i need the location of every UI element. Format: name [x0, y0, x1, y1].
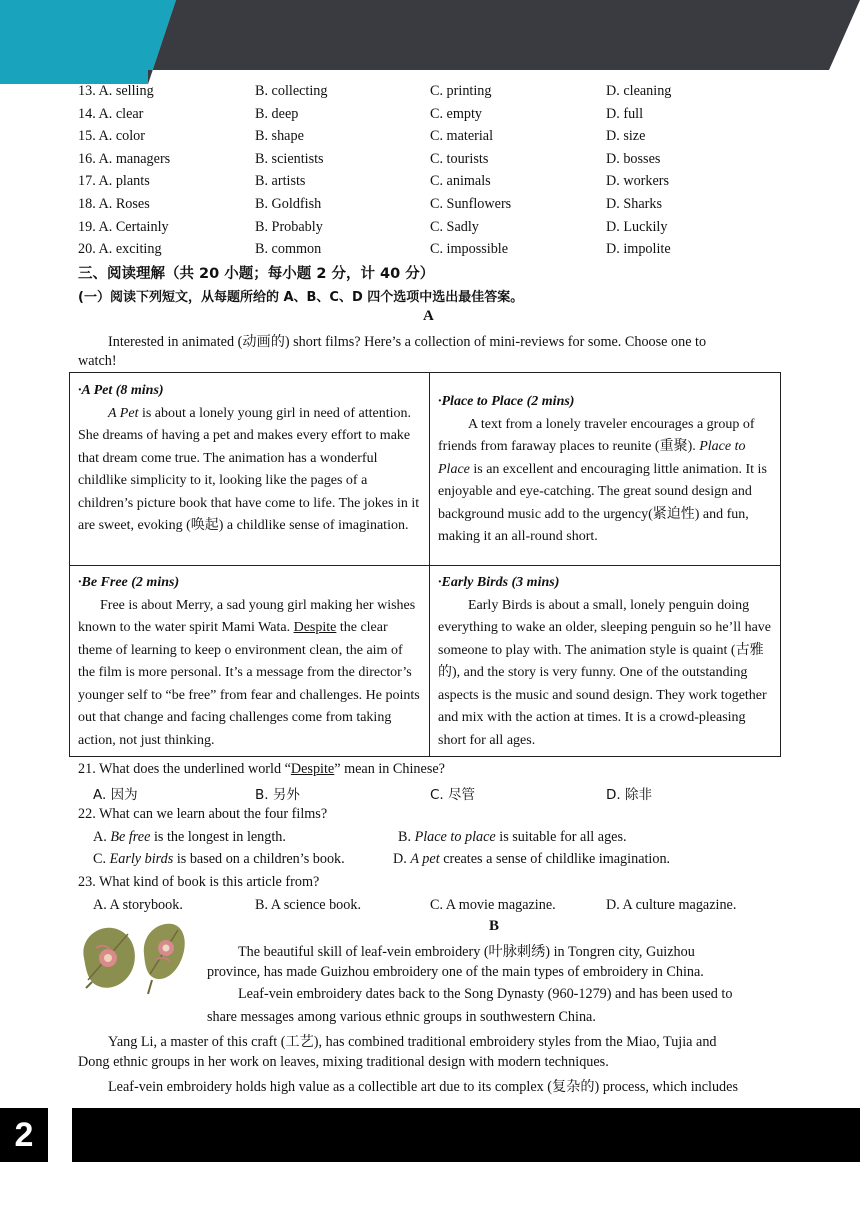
film-cell-early-birds — [430, 566, 782, 756]
option-b: B. Probably — [255, 218, 323, 235]
option-b: B. Goldfish — [255, 196, 322, 212]
option-row — [78, 173, 798, 195]
film-title-be-free: ·Be Free (2 mins) — [78, 575, 180, 590]
option-d: D. cleaning — [606, 83, 672, 99]
option-row — [78, 241, 798, 263]
passage-b-p1-line2: province, has made Guizhou embroidery one of the main types of embroidery in China. — [207, 964, 704, 980]
film-review-text: A text from a lonely traveler encourages a group of friends from faraway places to reunite (重聚). — [438, 416, 755, 454]
section-instruction: (一）阅读下列短文，从每题所给的 A、B、C、D 四个选项中选出最佳答案。 — [78, 290, 524, 305]
option-n: 16. A. managers — [78, 150, 171, 167]
option-b: B. scientists — [255, 150, 324, 167]
leaf-left — [83, 928, 135, 988]
passage-b-p3-line1: Yang Li, a master of this craft (工艺), has combined traditional embroidery styles from the Miao, Tujia and — [108, 1034, 717, 1050]
film-title-early-birds: ·Early Birds (3 mins) — [438, 575, 560, 590]
question-23: 23. What kind of book is this article from? — [78, 874, 320, 890]
option-row — [78, 106, 798, 128]
q21-option-d: D. 除非 — [606, 787, 652, 803]
passage-b-p2-line2: share messages among various ethnic groups in southwestern China. — [207, 1009, 596, 1025]
film-review-early-birds: Early Birds is about a small, lonely penguin doing everything to wake an older, sleeping penguin so he’ll have someone to play with. The animation style is quaint (古雅的), and the story is very funny. One of the outstanding aspects is the music and sound design. They work together and mix with the action at times. It is a crowd-pleasing short for all ages. — [438, 597, 772, 748]
option-c: C. impossible — [430, 241, 509, 258]
film-reviews-table — [69, 372, 781, 757]
q22-option-a: A. Be free is the longest in length. — [93, 829, 286, 845]
option-c: C. material — [430, 128, 494, 145]
option-c: C. animals — [430, 173, 491, 190]
option-n: 19. A. Certainly — [78, 218, 169, 235]
film-name-em: A Pet — [108, 405, 139, 421]
film-review-a-pet — [78, 403, 421, 538]
q23-option-b: B. A science book. — [255, 897, 361, 913]
option-d: D. workers — [606, 173, 670, 190]
passage-a-intro-line2: watch! — [78, 353, 117, 369]
question-22: 22. What can we learn about the four films? — [78, 806, 328, 822]
passage-a-intro-line1: Interested in animated (动画的) short films? Here’s a collection of mini-reviews for some. Choose one to — [108, 334, 707, 350]
leaf-embroidery-image — [78, 920, 190, 996]
section-title: 三、阅读理解（共 20 小题；每小题 2 分，计 40 分） — [78, 266, 435, 282]
option-n: 13. A. selling — [78, 83, 154, 99]
film-cell-a-pet — [70, 373, 429, 565]
option-b: B. deep — [255, 105, 299, 122]
option-row — [78, 196, 798, 218]
option-n: 15. A. color — [78, 128, 145, 145]
underlined-word: Despite — [293, 620, 337, 635]
option-b: B. shape — [255, 128, 304, 145]
option-row — [78, 151, 798, 173]
passage-b-label: B — [489, 918, 500, 934]
question-21: 21. What does the underlined world “Despite” mean in Chinese? — [78, 761, 445, 777]
option-row — [78, 219, 798, 241]
option-n: 20. A. exciting — [78, 241, 162, 258]
option-d: D. impolite — [606, 241, 671, 258]
page-number: 2 — [0, 1108, 48, 1162]
leaf-right — [144, 924, 185, 994]
option-n: 18. A. Roses — [78, 196, 150, 212]
q22-option-d: D. A pet creates a sense of childlike imagination. — [393, 851, 671, 867]
q23-option-d: D. A culture magazine. — [606, 897, 737, 913]
passage-b-p1-line1: The beautiful skill of leaf-vein embroidery (叶脉刺绣) in Tongren city, Guizhou — [238, 944, 695, 960]
film-name-em: Place to Place — [438, 439, 746, 477]
q23-option-c: C. A movie magazine. — [430, 897, 556, 913]
passage-b-p2-line1: Leaf-vein embroidery dates back to the Song Dynasty (960-1279) and has been used to — [238, 986, 733, 1002]
option-n: 14. A. clear — [78, 105, 144, 122]
header-banner — [0, 0, 860, 84]
header-dark-shape — [148, 0, 860, 84]
passage-b-p3-line2: Dong ethnic groups in her work on leaves, mixing traditional design with modern techniques. — [78, 1054, 609, 1070]
option-row — [78, 128, 798, 150]
film-review-be-free — [78, 595, 421, 753]
film-cell-place-to-place — [430, 373, 782, 565]
film-title-a-pet: ·A Pet (8 mins) — [78, 383, 164, 398]
option-c: C. Sadly — [430, 218, 479, 235]
option-d: D. Sharks — [606, 196, 662, 212]
underlined-word: Despite — [290, 761, 335, 777]
option-row — [78, 83, 798, 105]
film-title-place-to-place: ·Place to Place (2 mins) — [438, 394, 575, 409]
option-c: C. tourists — [430, 150, 489, 167]
q22-option-b: B. Place to place is suitable for all ages. — [398, 829, 627, 845]
option-d: D. full — [606, 105, 644, 122]
q22-option-c: C. Early birds is based on a children’s book. — [93, 851, 345, 867]
option-d: D. bosses — [606, 150, 661, 167]
option-b: B. common — [255, 241, 322, 258]
film-cell-be-free — [70, 566, 429, 756]
q23-option-a: A. A storybook. — [93, 897, 183, 913]
passage-b-p4-line1: Leaf-vein embroidery holds high value as a collectible art due to its complex (复杂的) process, which includes — [108, 1079, 738, 1095]
option-b: B. collecting — [255, 83, 328, 99]
option-b: B. artists — [255, 173, 306, 190]
option-d: D. size — [606, 128, 646, 145]
passage-a-label: A — [423, 308, 434, 324]
option-d: D. Luckily — [606, 218, 668, 235]
footer-bar — [72, 1108, 860, 1162]
q21-option-a: A. 因为 — [93, 787, 138, 803]
option-n: 17. A. plants — [78, 173, 150, 190]
q21-option-b: B. 另外 — [255, 787, 300, 803]
film-review-text: is about a lonely young girl in need of attention. She dreams of having a pet and makes every effort to make that dream come true. The animation has a wonderful childlike simplicity to it, looking like the pages of a children’s picture book that have come to life. The jokes in it are sweet, evoking (唤起) a childlike sense of imagination. — [78, 405, 420, 533]
film-review-place-to-place — [438, 414, 774, 549]
film-review-text: is an excellent and encouraging little animation. It is enjoyable and eye-catching. The great sound design and background music add to the urgency(紧迫性) and fun, making it an all-round short. — [438, 461, 767, 544]
film-review-text: Free is about Merry, a sad young girl making her wishes known to the water spirit Mami Wata. — [78, 597, 416, 635]
option-c: C. empty — [430, 105, 483, 122]
option-c: C. Sunflowers — [430, 196, 512, 212]
film-review-text: the clear theme of learning to keep o environment clean, the aim of the film is more personal. It’s a message from the director’s younger self to “be free” from fear and challenges. He points out that change and facing challenges come from taking action, not just thinking. — [78, 620, 420, 748]
option-c: C. printing — [430, 83, 492, 99]
q21-option-c: C. 尽管 — [430, 787, 476, 803]
